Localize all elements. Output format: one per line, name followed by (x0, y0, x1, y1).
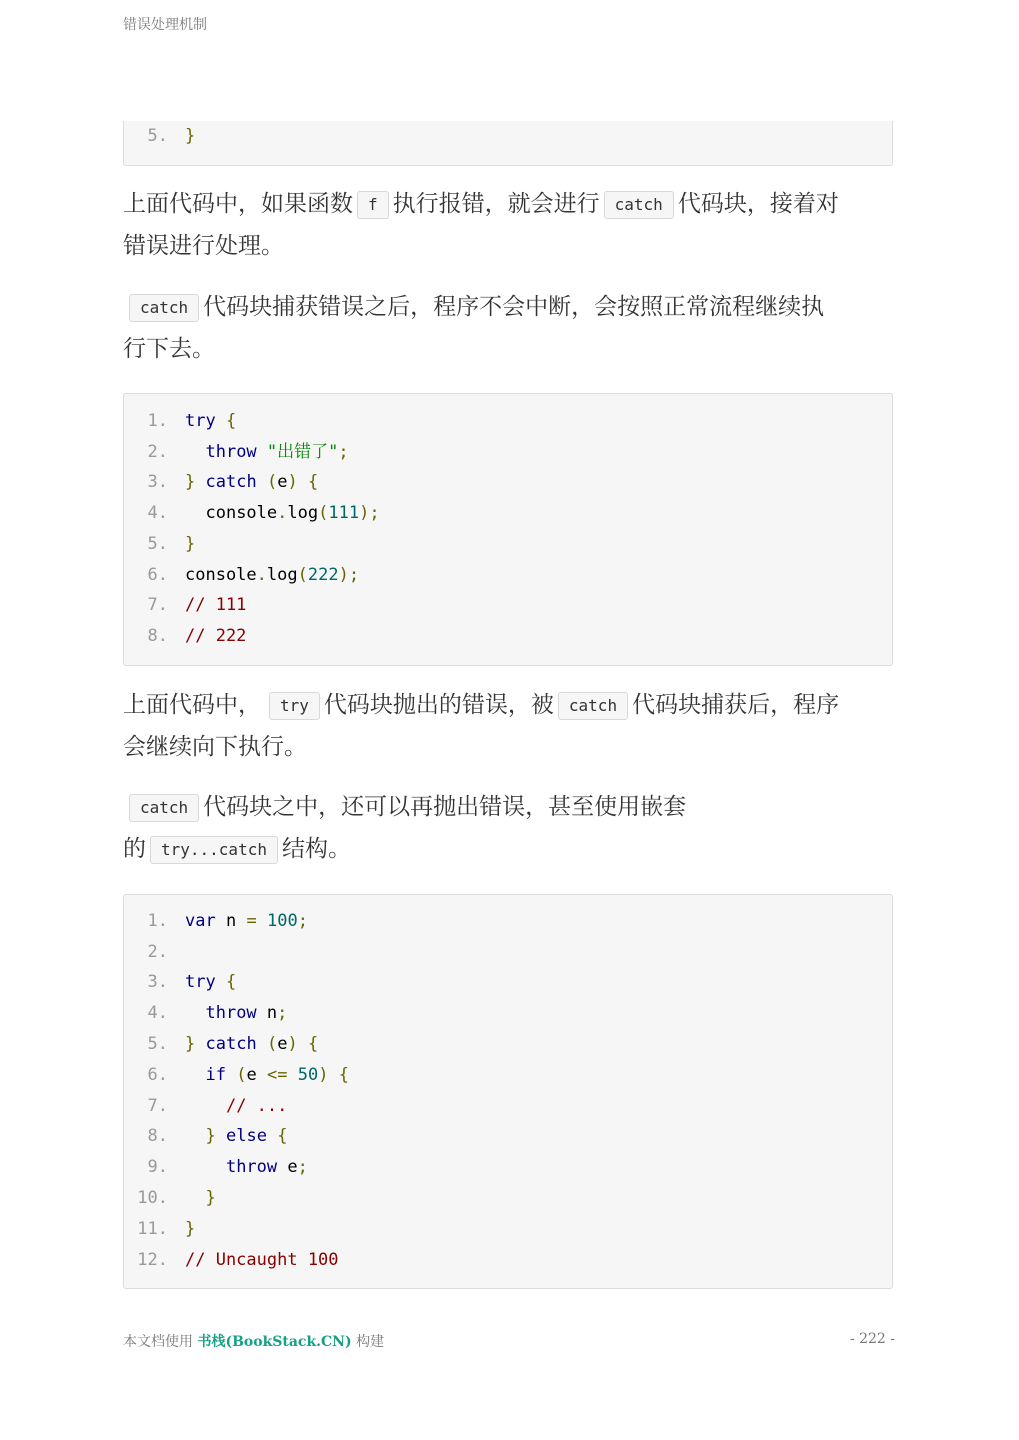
code-block-2 (123, 894, 893, 1289)
code-line: 8. } else { (147, 1126, 288, 1146)
code-line: 10. } (137, 1188, 216, 1208)
bookstack-link[interactable]: 书栈(BookStack.CN) (197, 1334, 352, 1350)
code-line: 5. } (147, 534, 196, 554)
paragraph-1: 上面代码中，如果函数 f 执行报错，就会进行 catch 代码块，接着对 错误进行处理。 (123, 191, 839, 259)
code-line: 6. if (e <= 50) { (147, 1065, 349, 1085)
code-line: 1. try { (147, 411, 237, 431)
code-line: 11. } (137, 1219, 196, 1239)
page-header-title: 错误处理机制 (123, 17, 207, 33)
footer-credit: 本文档使用 书栈(BookStack.CN) 构建 (123, 1334, 385, 1350)
code-line: 1. var n = 100; (147, 911, 308, 931)
inline-code: catch (558, 692, 628, 720)
code-line: 4. console.log(111); (147, 503, 380, 523)
inline-code: try (269, 692, 320, 720)
code-line: 7. // 111 (147, 595, 247, 615)
inline-code: catch (604, 191, 674, 219)
inline-code: try...catch (150, 836, 278, 864)
code-line: 4. throw n; (147, 1003, 288, 1023)
code-line: 6. console.log(222); (147, 565, 360, 585)
inline-code: catch (129, 294, 199, 322)
code-line: 8. // 222 (147, 626, 247, 646)
inline-code: f (357, 191, 389, 219)
code-line: 5. } (124, 121, 195, 151)
code-line: 9. throw e; (147, 1157, 308, 1177)
code-line: 2. (147, 942, 168, 962)
page-number: - 222 - (849, 1331, 895, 1347)
paragraph-3: 上面代码中， try 代码块抛出的错误，被 catch 代码块捕获后，程序 会继续向下执行。 (123, 692, 840, 760)
line-number: 5. (147, 126, 168, 146)
code-line: 2. throw "出错了"; (147, 442, 349, 462)
code-block-1 (123, 393, 893, 666)
paragraph-2: catch 代码块捕获错误之后，程序不会中断，会按照正常流程继续执 行下去。 (123, 294, 825, 362)
code-line: 3. try { (147, 972, 237, 992)
code-line: 3. } catch (e) { (147, 472, 319, 492)
inline-code: catch (129, 794, 199, 822)
code-line: 5. } catch (e) { (147, 1034, 319, 1054)
code-line: 12. // Uncaught 100 (137, 1250, 339, 1270)
code-block-fragment (123, 121, 893, 166)
code-line: 7. // ... (147, 1096, 288, 1116)
paragraph-4: catch 代码块之中，还可以再抛出错误，甚至使用嵌套 的 try...catch 结构。 (123, 794, 687, 862)
